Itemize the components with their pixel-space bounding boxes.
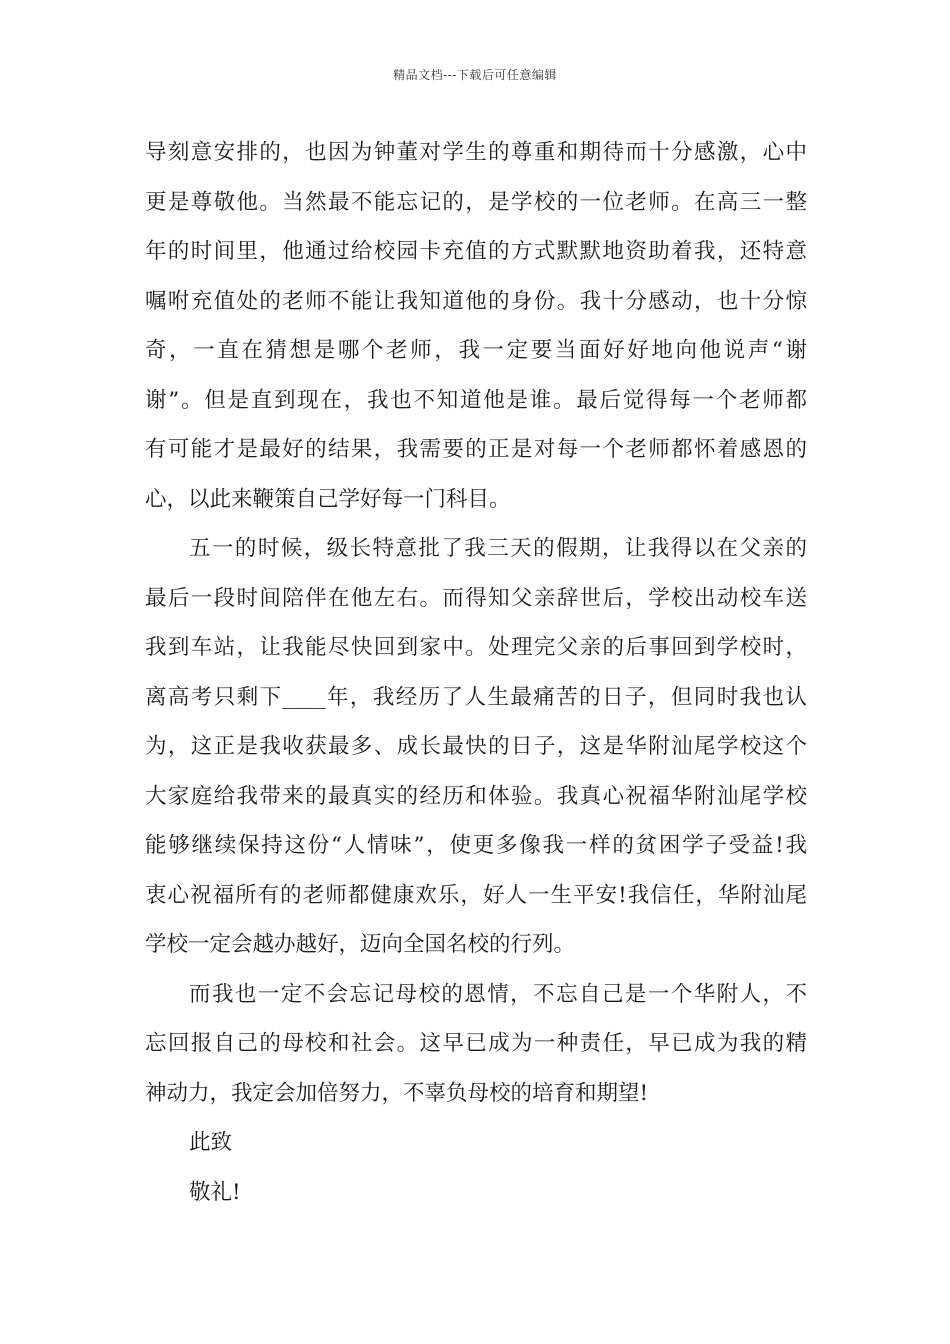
paragraph-start-line: 五一的时候，级长特意批了我三天的假期，让我得以在父亲的 (189, 536, 807, 561)
text-line: 衷心祝福所有的老师都健康欢乐，好人一生平安!我信任，华附汕尾 (145, 882, 807, 908)
text-line: 离高考只剩下____年，我经历了人生最痛苦的日子，但同时我也认 (145, 684, 807, 710)
text-line: 导刻意安排的，也因为钟董对学生的尊重和期待而十分感激，心中 (145, 140, 807, 165)
text-line: 忘回报自己的母校和社会。这早已成为一种责任，早已成为我的精 (145, 1031, 807, 1056)
text-line: 心，以此来鞭策自己学好每一门科目。 (145, 486, 511, 512)
text-line: 神动力，我定会加倍努力，不辜负母校的培育和期望! (145, 1080, 649, 1106)
closing-salutation: 此致 (189, 1130, 233, 1155)
text-line: 奇，一直在猜想是哪个老师，我一定要当面好好地向他说声“谢 (145, 338, 807, 363)
text-line: 能够继续保持这份“人情味”，使更多像我一样的贫困学子受益!我 (145, 833, 807, 858)
text-line: 有可能才是最好的结果，我需要的正是对每一个老师都怀着感恩的 (145, 437, 807, 462)
text-line: 学校一定会越办越好，迈向全国名校的行列。 (145, 932, 576, 957)
text-line: 嘱咐充值处的老师不能让我知道他的身份。我十分感动，也十分惊 (145, 288, 807, 314)
page-header: 精品文档---下载后可任意编辑 (393, 68, 557, 82)
text-line: 年的时间里，他通过给校园卡充值的方式默默地资助着我，还特意 (145, 239, 807, 264)
text-line: 更是尊敬他。当然最不能忘记的，是学校的一位老师。在高三一整 (145, 189, 807, 215)
text-line: 最后一段时间陪伴在他左右。而得知父亲辞世后，学校出动校车送 (145, 585, 807, 611)
document-body (145, 128, 807, 1217)
text-line: 我到车站，让我能尽快回到家中。处理完父亲的后事回到学校时， (145, 635, 807, 660)
text-line: 大家庭给我带来的最真实的经历和体验。我真心祝福华附汕尾学校 (145, 783, 807, 809)
text-line: 为，这正是我收获最多、成长最快的日子，这是华附汕尾学校这个 (145, 734, 807, 759)
text-line: 谢”。但是直到现在，我也不知道他是谁。最后觉得每一个老师都 (145, 387, 807, 413)
closing-regards: 敬礼! (189, 1179, 241, 1205)
paragraph-start-line: 而我也一定不会忘记母校的恩情，不忘自己是一个华附人，不 (189, 981, 807, 1007)
